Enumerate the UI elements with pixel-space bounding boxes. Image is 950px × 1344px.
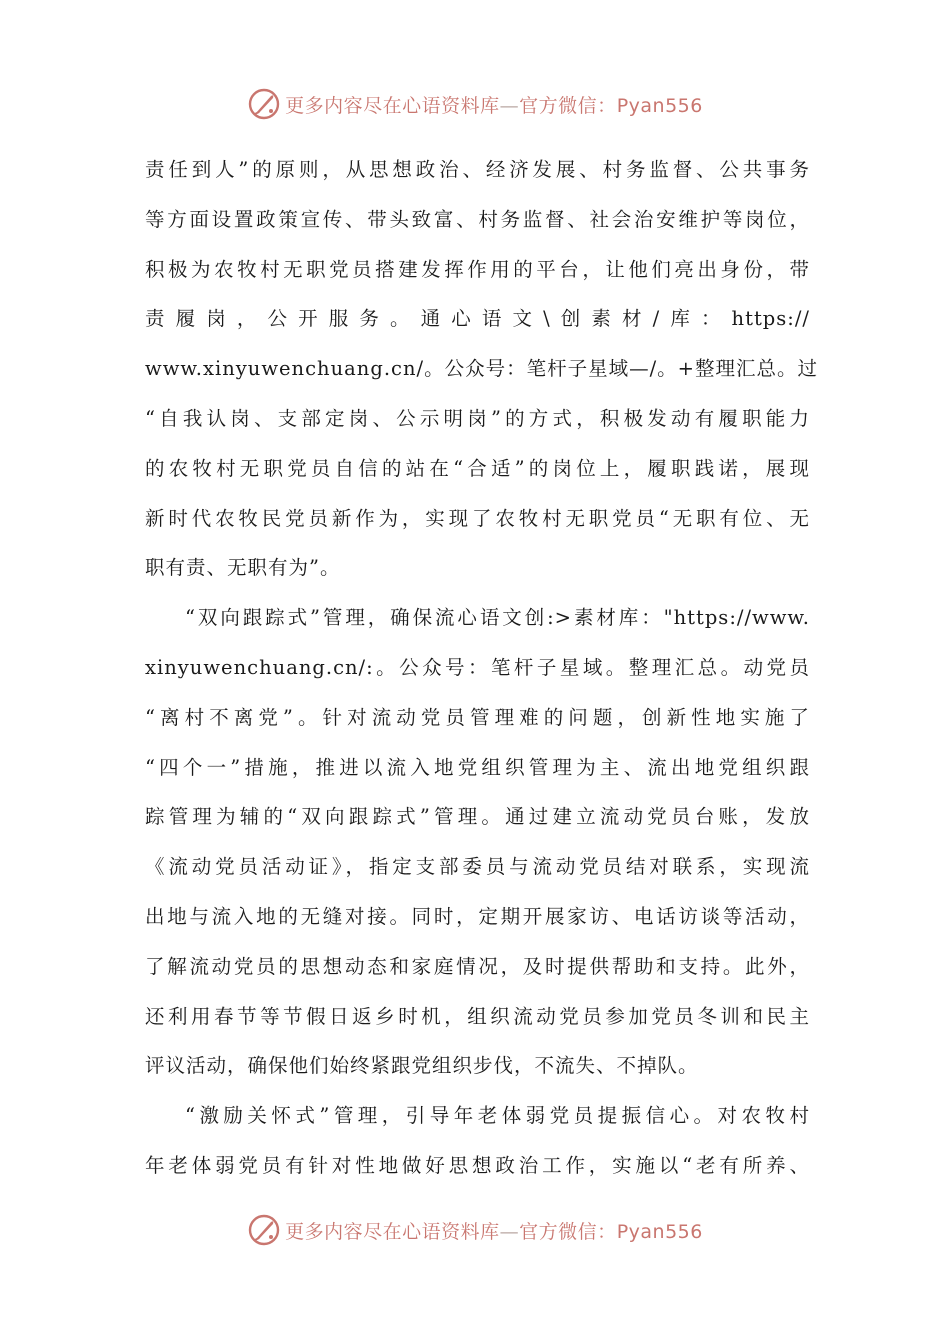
body-line: 评议活动，确保他们始终紧跟党组织步伐，不流失、不掉队。: [145, 1054, 699, 1078]
body-line: “双向跟踪式”管理，确保流心语文创:>素材库："https://www.: [185, 606, 810, 630]
body-line: 责任到人”的原则，从思想政治、经济发展、村务监督、公共事务: [145, 158, 810, 181]
header-banner-separator: —: [499, 94, 520, 117]
body-line: 职有责、无职有为”。: [145, 556, 341, 580]
body-line: 出地与流入地的无缝对接。同时，定期开展家访、电话访谈等活动，: [145, 904, 810, 928]
body-line: 等方面设置政策宣传、带头致富、村务监督、社会治安维护等岗位，: [145, 207, 810, 231]
quill-logo-icon: [247, 87, 281, 121]
header-banner-wechat: Pyan556: [616, 94, 703, 117]
document-body: [145, 145, 818, 1191]
body-line: 还利用春节等节假日返乡时机，组织流动党员参加党员冬训和民主: [145, 1004, 810, 1028]
footer-banner-text: [285, 1217, 703, 1244]
body-line: 了解流动党员的思想动态和家庭情况，及时提供帮助和支持。此外，: [145, 954, 810, 978]
body-line: “离村不离党”。针对流动党员管理难的问题，创新性地实施了: [145, 705, 810, 729]
footer-banner-wechat: Pyan556: [616, 1220, 703, 1243]
header-banner-main: 更多内容尽在心语资料库: [285, 94, 500, 117]
body-line: www.xinyuwenchuang.cn/。公众号：笔杆子星域—/。+整理汇总。过: [145, 357, 818, 381]
footer-banner-suffix: 官方微信：: [519, 1220, 617, 1243]
footer-banner: [0, 1210, 950, 1250]
body-line: “激励关怀式”管理，引导年老体弱党员提振信心。对农牧村: [185, 1104, 810, 1128]
header-banner-text: [285, 91, 703, 118]
body-line: 积极为农牧村无职党员搭建发挥作用的平台，让他们亮出身份，带: [145, 257, 810, 281]
body-line: 年老体弱党员有针对性地做好思想政治工作，实施以“老有所养、: [145, 1153, 810, 1177]
header-banner: [0, 84, 950, 124]
quill-logo-icon: [247, 1213, 281, 1247]
footer-banner-main: 更多内容尽在心语资料库: [285, 1220, 500, 1243]
body-line: “自我认岗、支部定岗、公示明岗”的方式，积极发动有履职能力: [145, 406, 810, 430]
body-line: 的农牧村无职党员自信的站在“合适”的岗位上，履职践诺，展现: [145, 456, 810, 480]
body-line: xinyuwenchuang.cn/:。公众号：笔杆子星域。整理汇总。动党员: [145, 655, 810, 679]
body-line: 责履岗，公开服务。通心语文\创素材/库：https://: [145, 307, 810, 331]
body-line: 踪管理为辅的“双向跟踪式”管理。通过建立流动党员台账，发放: [145, 805, 810, 829]
body-line: 新时代农牧民党员新作为，实现了农牧村无职党员“无职有位、无: [145, 506, 810, 530]
body-line: 《流动党员活动证》，指定支部委员与流动党员结对联系，实现流: [145, 855, 810, 879]
footer-banner-separator: —: [499, 1220, 520, 1243]
header-banner-suffix: 官方微信：: [519, 94, 617, 117]
body-line: “四个一”措施，推进以流入地党组织管理为主、流出地党组织跟: [145, 755, 810, 779]
